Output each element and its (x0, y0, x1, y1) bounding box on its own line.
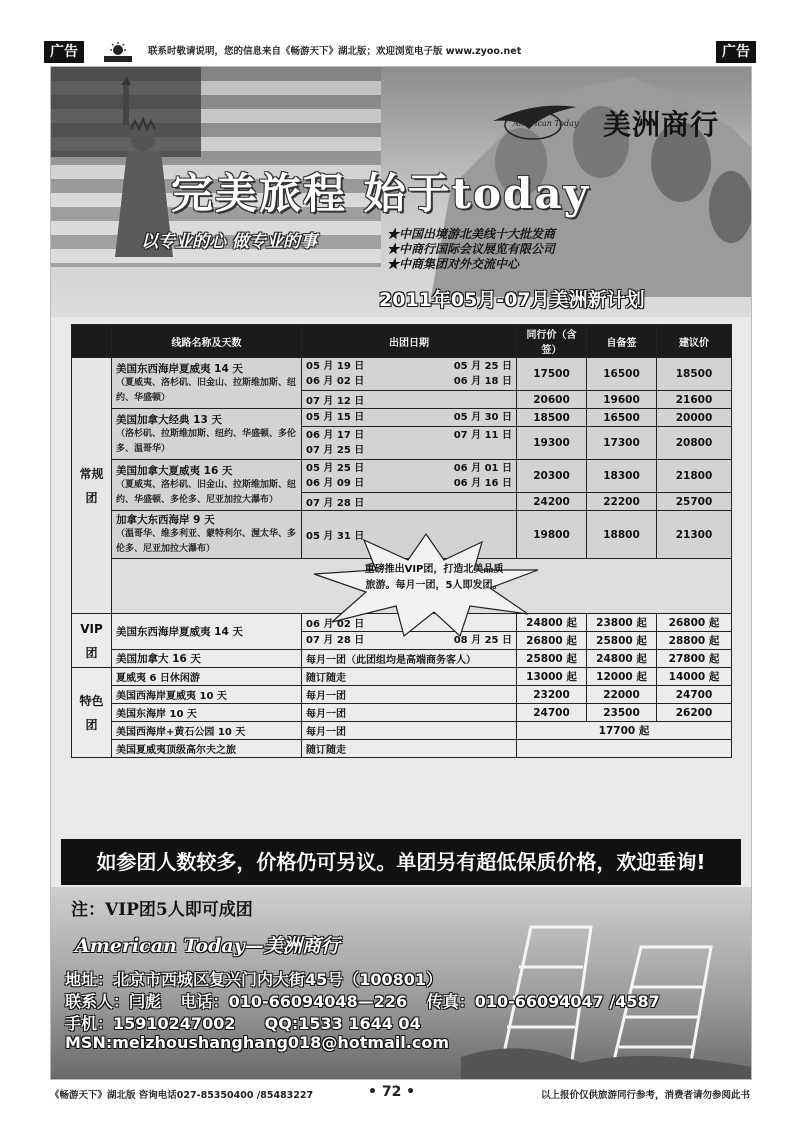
suggested-price: 21300 (657, 511, 732, 559)
route-name: 美国东西海岸夏威夷 14 天 (116, 362, 243, 375)
table-row (72, 704, 732, 722)
table-row (72, 650, 732, 668)
suggested-price: 21600 (657, 391, 732, 409)
self-visa-price: 18800 (587, 511, 657, 559)
category-regular: 常规团 (72, 358, 112, 614)
category-feature: 特色团 (72, 668, 112, 758)
route-name: 美国加拿大 16 天 (116, 653, 201, 665)
route-cities: （夏威夷、洛杉矶、旧金山、拉斯维加斯、纽约、华盛顿、多伦多、尼亚加拉大瀑布） (116, 479, 297, 505)
date: 06 月 17 日 (306, 430, 365, 441)
header-self-visa: 自备签 (587, 325, 657, 358)
hero-banner (51, 67, 751, 317)
self-visa-price: 12000 起 (587, 668, 657, 686)
date: 05 月 15 日 (306, 412, 365, 423)
route-name: 美国西海岸+黄石公园 10 天 (112, 722, 302, 740)
date: 06 月 18 日 (453, 376, 512, 387)
suggested-price: 27800 起 (657, 650, 732, 668)
brand-mark-text: American Today (513, 119, 579, 128)
self-visa-price: 24800 起 (587, 650, 657, 668)
route-cities: （夏威夷、洛杉矶、旧金山、拉斯维加斯、纽约、华盛顿） (116, 377, 297, 403)
honor-item: ★中国出境游北美线十大批发商 (387, 227, 556, 241)
date-cell (302, 427, 517, 460)
date: 07 月 11 日 (453, 430, 512, 441)
peer-price: 13000 起 (517, 668, 587, 686)
route-name: 美国西海岸夏威夷 10 天 (112, 686, 302, 704)
top-strip (44, 41, 756, 63)
table-row (72, 409, 732, 427)
self-visa-price: 18300 (587, 460, 657, 493)
peer-price: 20300 (517, 460, 587, 493)
contact-qq: QQ:1533 1644 04 (264, 1014, 421, 1033)
date-cell: 每月一团 (302, 686, 517, 704)
date: 05 月 19 日 (306, 361, 365, 372)
self-visa-price: 22000 (587, 686, 657, 704)
route-name: 美国加拿大经典 13 天 (116, 413, 222, 426)
peer-price: 18500 (517, 409, 587, 427)
date-cell: 07 月 28 日 (302, 493, 517, 511)
route-cell (112, 650, 302, 668)
table-header-row (72, 325, 732, 358)
promo-line: 旅游。每月一团，5人即发团。 (365, 580, 503, 591)
route-cities: （温哥华、维多利亚、蒙特利尔、渥太华、多伦多、尼亚加拉大瀑布） (116, 529, 297, 554)
header-suggested-price: 建议价 (657, 325, 732, 358)
route-name: 美国夏威夷顶级高尔夫之旅 (112, 740, 302, 758)
footer-disclaimer: 以上报价仅供旅游同行参考，消费者请勿参阅此书 (540, 1090, 750, 1101)
route-cell (112, 358, 302, 409)
suggested-price: 26200 (657, 704, 732, 722)
table-row (72, 686, 732, 704)
suggested-price: 25700 (657, 493, 732, 511)
top-note: 联系时敬请说明，您的信息来自《畅游天下》湖北版；欢迎浏览电子版 www.zyoo.net (148, 46, 522, 57)
route-cell (112, 614, 302, 650)
route-cities: （洛杉矶、拉斯维加斯、纽约、华盛顿、多伦多、温哥华） (116, 428, 297, 454)
date: 06 月 01 日 (453, 463, 512, 474)
contact-person: 联系人：闫彪 (65, 992, 162, 1011)
ad-tag-right: 广告 (716, 41, 756, 63)
honor-item: ★中商行国际会议展览有限公司 (387, 242, 556, 256)
price-table-wrap (71, 324, 731, 758)
promo-text (364, 562, 504, 594)
route-name: 夏威夷 6 日休闲游 (112, 668, 302, 686)
self-visa-price: 19600 (587, 391, 657, 409)
contact-line-phones (65, 989, 660, 1012)
beach-contact-area (51, 887, 751, 1079)
contact-address: 地址：北京市西城区复兴门内大街45号（100801） (65, 970, 443, 989)
suggested-price: 28800 起 (657, 632, 732, 650)
contact-fax: 传真：010-66094047 /4587 (426, 992, 660, 1011)
route-cell (112, 511, 302, 559)
peer-price: 17700 起 (517, 722, 732, 740)
date-cell: 05 月 31 日 (302, 511, 517, 559)
page-footer (50, 1084, 750, 1104)
suggested-price: 20000 (657, 409, 732, 427)
date: 05 月 30 日 (453, 412, 512, 423)
self-visa-price: 17300 (587, 427, 657, 460)
suggested-price: 26800 起 (657, 614, 732, 632)
date-cell: 06 月 02 日 (302, 614, 517, 632)
brand-block (489, 97, 719, 157)
honor-item: ★中商集团对外交流中心 (387, 257, 520, 271)
date: 06 月 02 日 (306, 376, 365, 387)
self-visa-price: 25800 起 (587, 632, 657, 650)
header-route: 线路名称及天数 (112, 325, 302, 358)
date: 07 月 28 日 (306, 635, 365, 646)
header-peer-price: 同行价（含签） (517, 325, 587, 358)
brand-name: 美洲商行 (602, 108, 719, 141)
ad-tag-left: 广告 (44, 41, 84, 63)
route-name: 美国东西海岸夏威夷 14 天 (116, 626, 243, 638)
hero-slogan: 完美旅程 始于today (171, 169, 591, 218)
contact-phone: 电话：010-66094048—226 (180, 992, 408, 1011)
hero-subslogan: 以专业的心 做专业的事 (141, 232, 317, 252)
table-row (72, 358, 732, 391)
header-empty (72, 325, 112, 358)
contact-line-mobile (65, 1011, 421, 1034)
date-cell: 07 月 12 日 (302, 391, 517, 409)
table-row (72, 740, 732, 758)
table-row (72, 668, 732, 686)
date-cell: 每月一团 (302, 704, 517, 722)
publication-logo-icon (96, 41, 140, 63)
ad-panel (50, 66, 752, 1080)
page-number: • 72 • (368, 1084, 416, 1100)
header-dates: 出团日期 (302, 325, 517, 358)
peer-price: 24700 (517, 704, 587, 722)
self-visa-price: 23500 (587, 704, 657, 722)
negotiation-banner: 如参团人数较多，价格仍可另议。单团另有超低保质价格，欢迎垂询! (61, 839, 741, 885)
route-cell (112, 409, 302, 460)
category-vip: VIP团 (72, 614, 112, 668)
peer-price: 19300 (517, 427, 587, 460)
route-name: 加拿大东西海岸 9 天 (116, 514, 215, 526)
suggested-price: 18500 (657, 358, 732, 391)
price-table (71, 324, 732, 758)
beach-chairs-image (461, 887, 751, 1079)
date-cell (302, 460, 517, 493)
peer-price: 20600 (517, 391, 587, 409)
self-visa-price: 16500 (587, 409, 657, 427)
date: 07 月 25 日 (306, 445, 365, 456)
peer-price: 17500 (517, 358, 587, 391)
table-row (72, 722, 732, 740)
route-cell (112, 460, 302, 511)
peer-price: 19800 (517, 511, 587, 559)
date-cell: 随订随走 (302, 740, 517, 758)
peer-price: 25800 起 (517, 650, 587, 668)
peer-price: 24800 起 (517, 614, 587, 632)
company-name: American Today—美洲商行 (75, 935, 340, 957)
contact-msn: MSN:meizhoushanghang018@hotmail.com (65, 1033, 450, 1052)
date-cell: 每月一团（此团组均是高端商务客人） (302, 650, 517, 668)
promo-line: 重磅推出VIP团，打造北美品质 (364, 564, 504, 575)
price-empty (517, 740, 732, 758)
honors-list (387, 227, 555, 272)
suggested-price: 21800 (657, 460, 732, 493)
suggested-price: 14000 起 (657, 668, 732, 686)
footer-publication: 《畅游天下》湖北版 咨询电话027-85350400 /85483227 (50, 1090, 314, 1101)
peer-price: 23200 (517, 686, 587, 704)
self-visa-price: 16500 (587, 358, 657, 391)
date: 05 月 25 日 (453, 361, 512, 372)
vip-note: 注：VIP团5人即可成团 (71, 900, 253, 920)
plan-title: 2011年05月-07月美洲新计划 (379, 289, 645, 311)
route-name: 美国东海岸 10 天 (112, 704, 302, 722)
date-cell (302, 358, 517, 391)
suggested-price: 24700 (657, 686, 732, 704)
date-cell (302, 409, 517, 427)
route-name: 美国加拿大夏威夷 16 天 (116, 464, 233, 477)
date: 06 月 09 日 (306, 478, 365, 489)
date-cell: 每月一团 (302, 722, 517, 740)
peer-price: 24200 (517, 493, 587, 511)
date: 08 月 25 日 (453, 635, 512, 646)
suggested-price: 20800 (657, 427, 732, 460)
self-visa-price: 22200 (587, 493, 657, 511)
table-row (72, 460, 732, 493)
promo-row (72, 559, 732, 614)
date-cell: 随订随走 (302, 668, 517, 686)
self-visa-price: 23800 起 (587, 614, 657, 632)
promo-cell (112, 559, 732, 614)
contact-mobile: 手机：15910247002 (65, 1014, 236, 1033)
date: 06 月 16 日 (453, 478, 512, 489)
peer-price: 26800 起 (517, 632, 587, 650)
date: 05 月 25 日 (306, 463, 365, 474)
